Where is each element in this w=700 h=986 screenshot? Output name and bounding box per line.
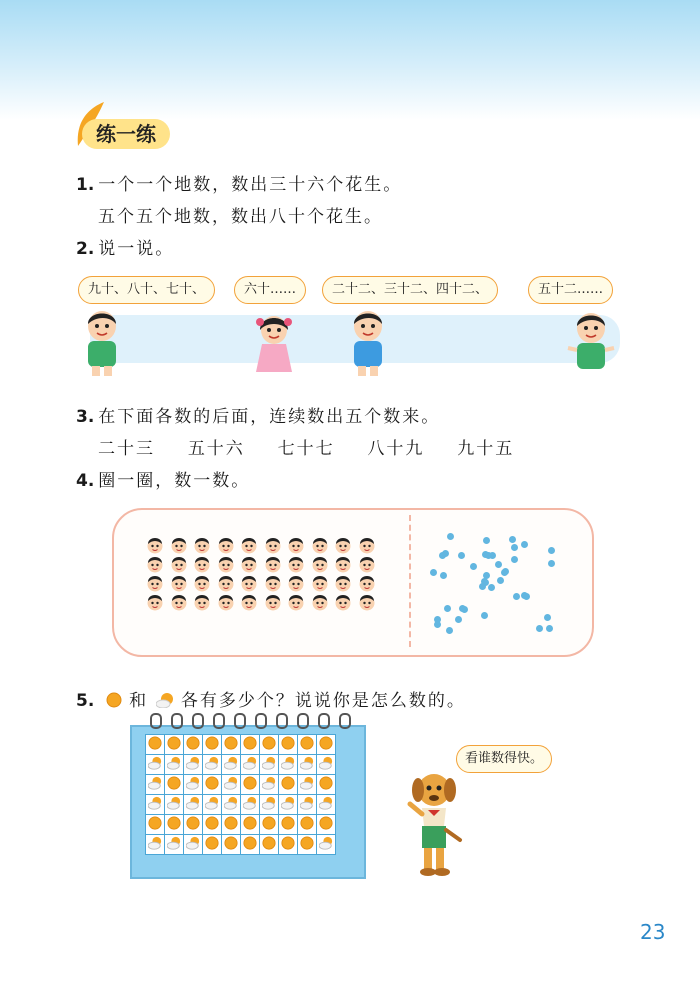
binder-ring — [339, 713, 351, 729]
number-item: 七十七 — [277, 439, 335, 459]
speech-bubble-1: 九十、八十、七十、 — [78, 276, 215, 304]
binder-ring — [318, 713, 330, 729]
orange-icon — [165, 815, 184, 835]
section-title-label: 练一练 — [82, 119, 170, 149]
sun-cloud-icon — [203, 755, 222, 775]
section-title — [74, 118, 170, 150]
sun-cloud-icon — [146, 775, 165, 795]
sun-cloud-icon — [260, 775, 279, 795]
conjunction-text: 和 — [129, 691, 149, 711]
orange-icon — [203, 835, 222, 855]
face-icon — [264, 555, 282, 573]
question-5 — [76, 686, 466, 711]
binder-ring — [192, 713, 204, 729]
orange-icon — [317, 735, 336, 755]
sun-cloud-icon — [298, 775, 317, 795]
face-icon — [264, 574, 282, 592]
orange-icon — [298, 835, 317, 855]
orange-icon — [279, 735, 298, 755]
face-icon — [358, 574, 376, 592]
sun-cloud-icon — [184, 775, 203, 795]
blue-dot — [470, 563, 477, 570]
girl-pink-dress-illustration — [252, 312, 296, 378]
sun-cloud-icon — [241, 755, 260, 775]
face-icon — [217, 593, 235, 611]
boy-green-shirt-illustration-2 — [566, 310, 616, 376]
question-2 — [76, 234, 174, 259]
blue-dot — [497, 577, 504, 584]
sun-cloud-icon — [222, 795, 241, 815]
orange-icon — [222, 835, 241, 855]
face-icon — [217, 574, 235, 592]
sun-cloud-icon — [298, 795, 317, 815]
grid-row — [146, 795, 336, 815]
orange-icon — [260, 835, 279, 855]
question-4 — [76, 466, 250, 491]
sun-cloud-icon — [203, 795, 222, 815]
dog-mascot-illustration — [404, 768, 470, 880]
face-icon — [334, 555, 352, 573]
orange-icon — [165, 775, 184, 795]
orange-icon — [298, 735, 317, 755]
sun-cloud-icon — [184, 795, 203, 815]
face-icon — [170, 555, 188, 573]
face-icon — [170, 593, 188, 611]
face-icon — [240, 593, 258, 611]
blue-dot — [481, 612, 488, 619]
face-icon — [311, 574, 329, 592]
orange-icon — [146, 735, 165, 755]
face-icon — [334, 574, 352, 592]
sun-cloud-icon — [260, 795, 279, 815]
binder-ring — [213, 713, 225, 729]
question-1-line-2 — [98, 202, 383, 227]
face-icon — [334, 593, 352, 611]
face-icon — [287, 593, 305, 611]
face-icon — [240, 536, 258, 554]
orange-icon — [203, 815, 222, 835]
sun-cloud-icon — [317, 795, 336, 815]
sun-cloud-icon — [279, 795, 298, 815]
orange-icon — [165, 735, 184, 755]
binder-ring — [150, 713, 162, 729]
question-text: 在下面各数的后面，连续数出五个数来。 — [98, 407, 441, 427]
orange-icon — [106, 692, 122, 708]
sun-cloud-icon — [241, 795, 260, 815]
blue-dot — [447, 533, 454, 540]
question-text: 一个一个地数，数出三十六个花生。 — [98, 175, 403, 195]
face-icon — [358, 593, 376, 611]
question-3 — [76, 402, 440, 427]
face-icon — [334, 536, 352, 554]
face-icon — [264, 593, 282, 611]
orange-icon — [241, 815, 260, 835]
speech-bubble-3: 二十二、三十二、四十二、 — [322, 276, 498, 304]
blue-dot — [536, 625, 543, 632]
panel-divider — [409, 515, 411, 647]
orange-icon — [317, 815, 336, 835]
question-1 — [76, 170, 402, 195]
sun-cloud-icon — [298, 755, 317, 775]
sun-cloud-icon — [184, 835, 203, 855]
sun-cloud-icon — [184, 755, 203, 775]
blue-dot — [546, 625, 553, 632]
number-item: 五十六 — [187, 439, 245, 459]
sun-cloud-icon — [260, 755, 279, 775]
blue-dot — [513, 593, 520, 600]
sun-cloud-icon — [317, 835, 336, 855]
face-icon — [358, 555, 376, 573]
face-icon — [170, 574, 188, 592]
face-icon — [287, 555, 305, 573]
face-icon — [217, 555, 235, 573]
question-number: 4. — [76, 471, 95, 491]
blue-dot — [459, 605, 466, 612]
binder-ring — [297, 713, 309, 729]
face-icon — [240, 574, 258, 592]
blue-dot — [485, 552, 492, 559]
binder-ring — [276, 713, 288, 729]
blue-dot — [446, 627, 453, 634]
orange-icon — [279, 815, 298, 835]
orange-icon — [203, 775, 222, 795]
face-icon — [193, 574, 211, 592]
blue-dot — [483, 572, 490, 579]
question-text: 说一说。 — [98, 239, 175, 259]
orange-icon — [241, 835, 260, 855]
page-number: 23 — [640, 920, 666, 944]
blue-dot — [483, 537, 490, 544]
sun-cloud-icon — [156, 692, 174, 708]
grid-table — [145, 734, 336, 855]
sun-cloud-icon — [279, 755, 298, 775]
sun-cloud-icon — [146, 755, 165, 775]
orange-icon — [241, 775, 260, 795]
face-icon — [146, 555, 164, 573]
question-number: 3. — [76, 407, 95, 427]
orange-icon — [260, 735, 279, 755]
binder-ring — [171, 713, 183, 729]
question-number: 2. — [76, 239, 95, 259]
orange-icon — [279, 775, 298, 795]
face-icon — [287, 536, 305, 554]
face-icon — [146, 536, 164, 554]
blue-dot — [488, 584, 495, 591]
orange-icon — [279, 835, 298, 855]
grid-row — [146, 735, 336, 755]
orange-icon — [146, 815, 165, 835]
face-icon — [193, 536, 211, 554]
orange-icon — [184, 735, 203, 755]
face-icon — [311, 593, 329, 611]
face-icon — [287, 574, 305, 592]
orange-icon — [241, 735, 260, 755]
face-icon — [193, 555, 211, 573]
number-item: 二十三 — [98, 439, 155, 459]
grid-row — [146, 775, 336, 795]
question-number: 5. — [76, 691, 95, 711]
number-item: 八十九 — [367, 439, 425, 459]
face-icon — [264, 536, 282, 554]
sun-cloud-icon — [222, 775, 241, 795]
face-icon — [170, 536, 188, 554]
orange-icon — [298, 815, 317, 835]
sun-cloud-icon — [317, 755, 336, 775]
dog-speech-bubble: 看谁数得快。 — [456, 745, 552, 773]
sun-cloud-icon — [165, 755, 184, 775]
orange-icon — [222, 735, 241, 755]
sun-cloud-icon — [165, 795, 184, 815]
orange-icon — [203, 735, 222, 755]
number-item: 九十五 — [457, 439, 515, 459]
face-icon — [311, 536, 329, 554]
boy-green-shirt-illustration — [78, 308, 126, 376]
question-text: 圈一圈，数一数。 — [98, 471, 251, 491]
blue-dot — [434, 621, 441, 628]
sun-cloud-icon — [146, 835, 165, 855]
grid-row — [146, 835, 336, 855]
binder-ring — [255, 713, 267, 729]
question-text: 五个五个地数，数出八十个花生。 — [98, 207, 383, 227]
boy-blue-shirt-illustration — [344, 308, 392, 376]
orange-icon — [260, 815, 279, 835]
grid-row — [146, 815, 336, 835]
question-text: 各有多少个？说说你是怎么数的。 — [180, 691, 466, 711]
sun-cloud-icon — [222, 755, 241, 775]
speech-bubble-2: 六十…… — [234, 276, 306, 304]
number-list — [98, 434, 514, 459]
orange-icon — [222, 815, 241, 835]
face-icon — [217, 536, 235, 554]
face-icon — [146, 574, 164, 592]
face-icon — [311, 555, 329, 573]
orange-icon — [317, 775, 336, 795]
face-icon — [146, 593, 164, 611]
question-number: 1. — [76, 175, 95, 195]
face-icon — [240, 555, 258, 573]
sun-cloud-icon — [146, 795, 165, 815]
orange-icon — [184, 815, 203, 835]
speech-bubble-4: 五十二…… — [528, 276, 613, 304]
grid-row — [146, 755, 336, 775]
face-icon — [358, 536, 376, 554]
blue-dot — [521, 541, 528, 548]
blue-dot — [458, 552, 465, 559]
sun-cloud-icon — [165, 835, 184, 855]
binder-ring — [234, 713, 246, 729]
face-icon — [193, 593, 211, 611]
